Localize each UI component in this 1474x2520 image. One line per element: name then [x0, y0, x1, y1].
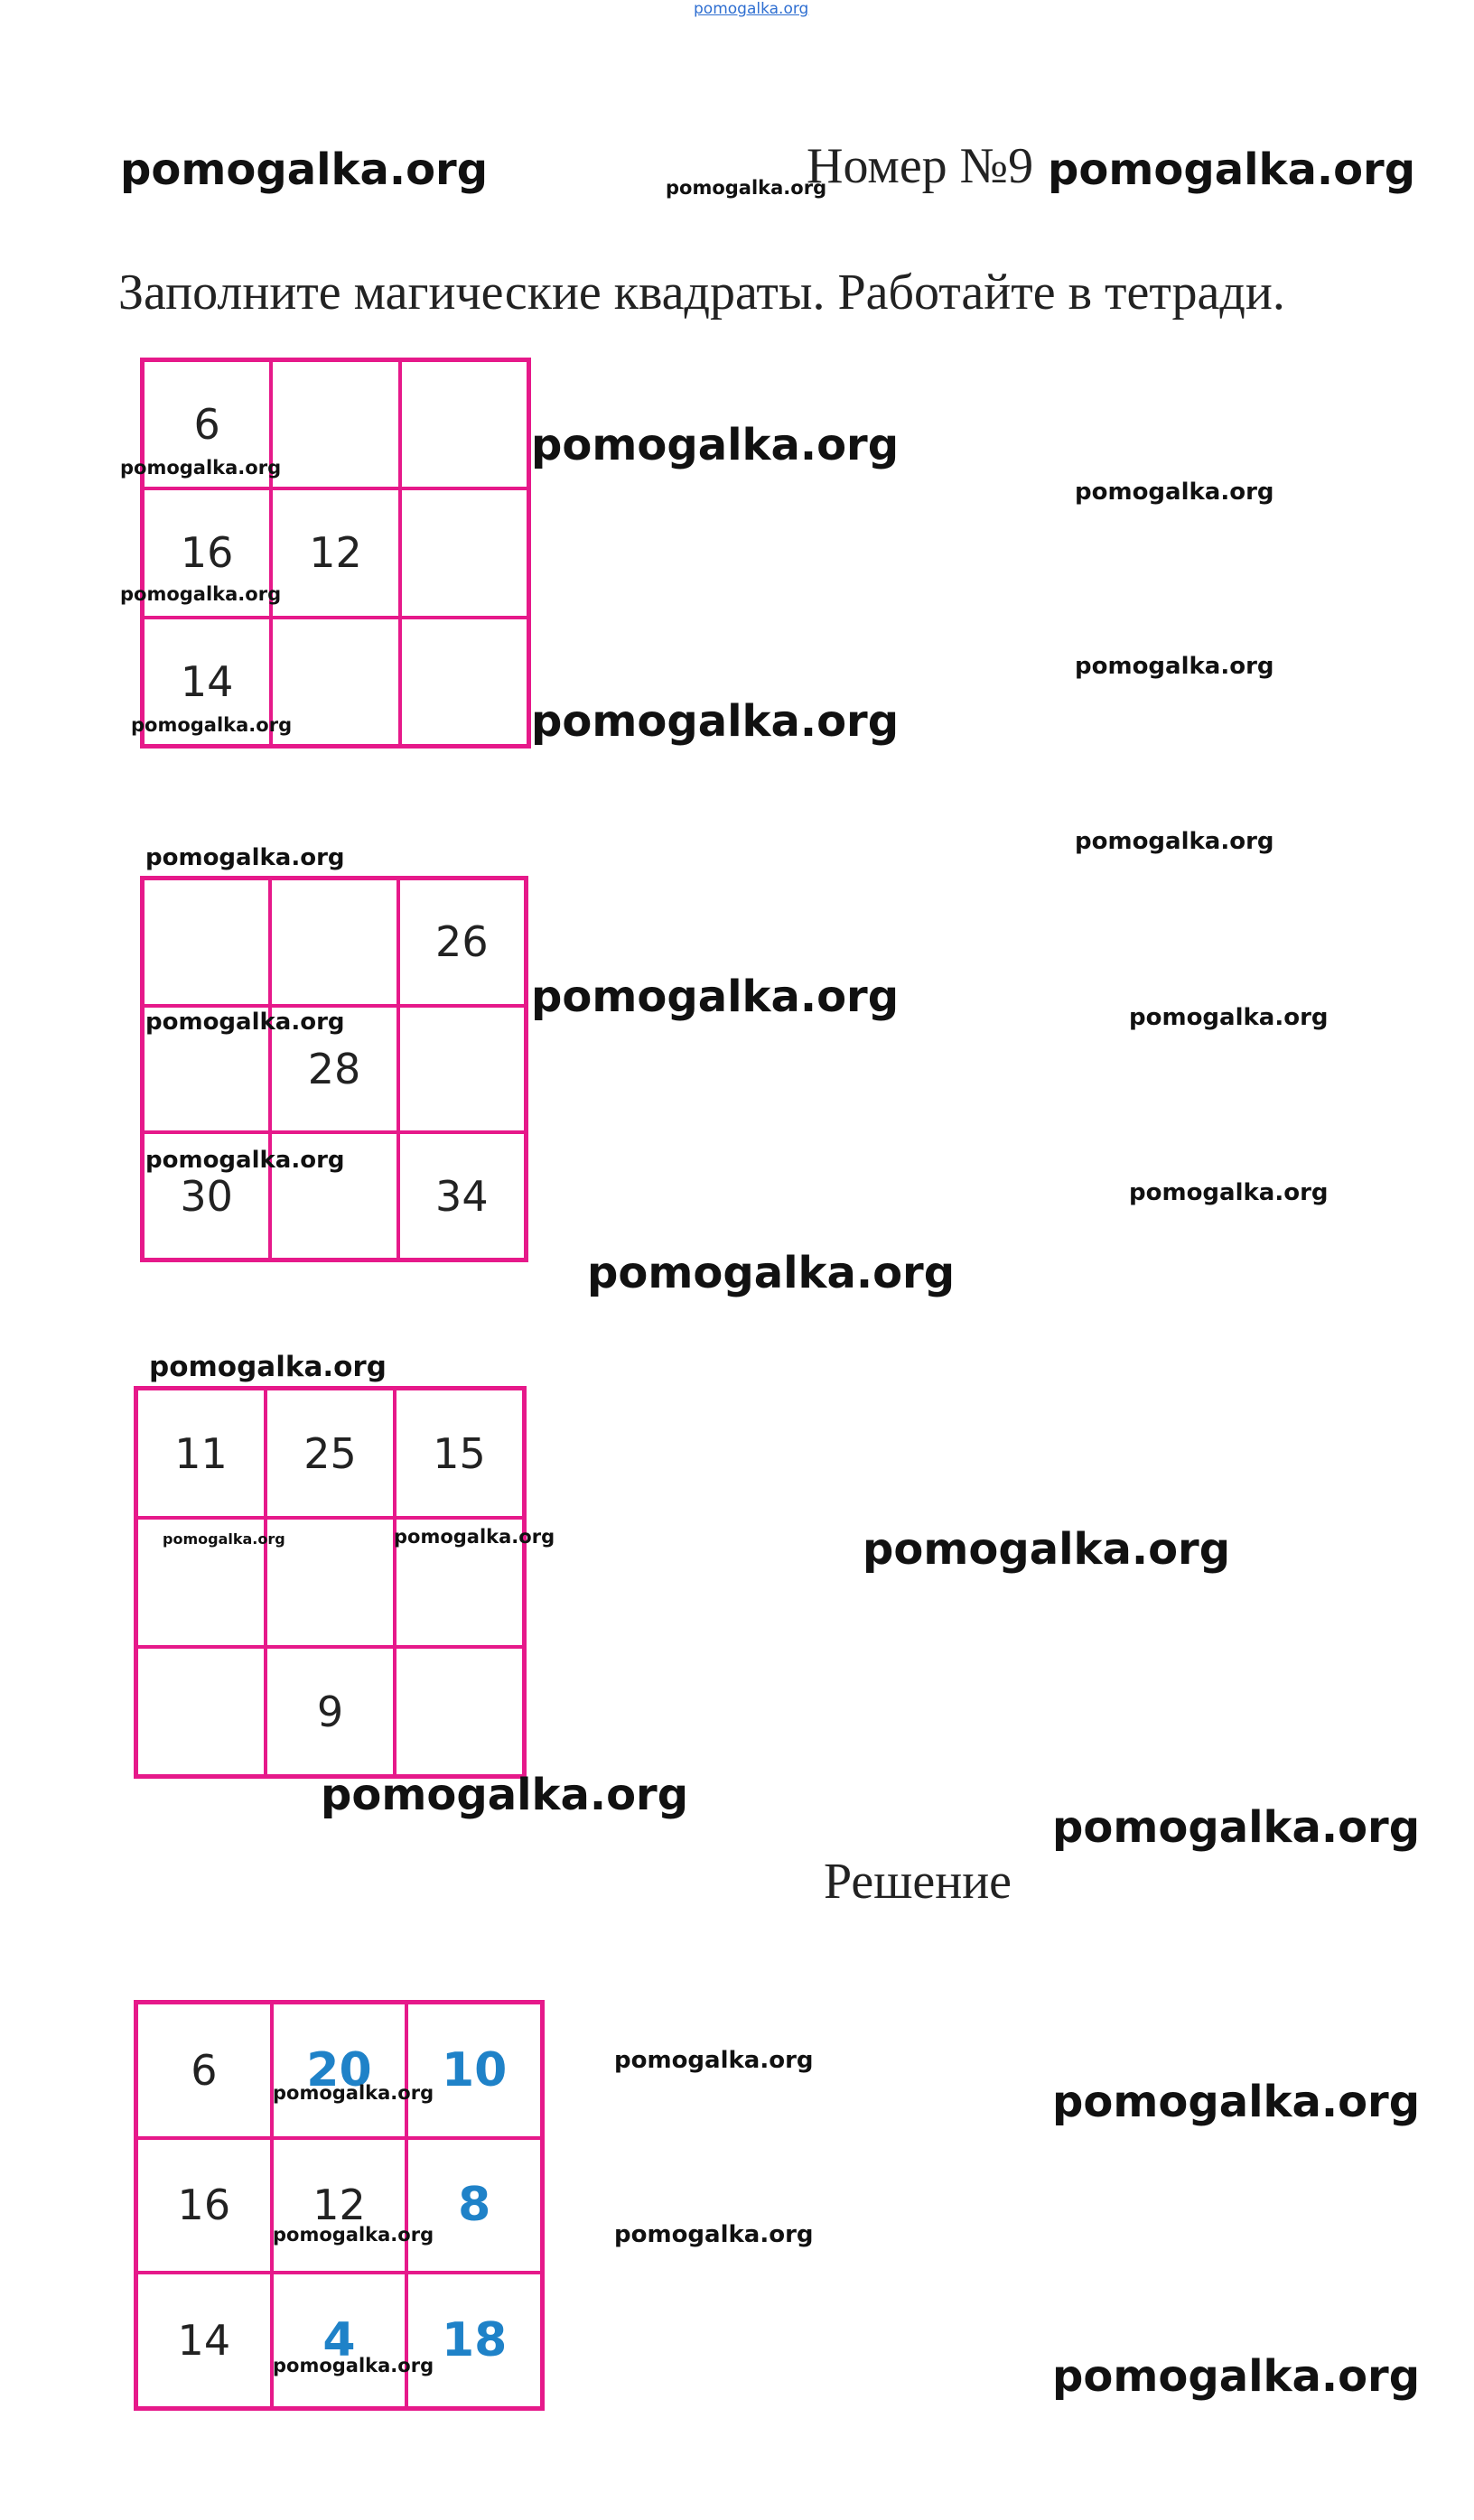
top-watermark-link[interactable]: pomogalka.org	[694, 0, 809, 18]
square3-watermark-b: pomogalka.org	[394, 1526, 555, 1548]
square-cell[interactable]	[400, 488, 528, 617]
square2-watermark-b: pomogalka.org	[145, 1147, 345, 1174]
square-cell[interactable]: 15	[395, 1389, 524, 1518]
solution-square	[134, 2000, 545, 2411]
solution-watermark-c: pomogalka.org	[273, 2355, 434, 2376]
square-cell[interactable]	[143, 879, 270, 1006]
square-cell[interactable]	[400, 618, 528, 746]
header-watermark-left: pomogalka.org	[120, 144, 489, 195]
solution-heading: Решение	[824, 1854, 1012, 1910]
solution-watermark-b: pomogalka.org	[273, 2224, 434, 2246]
page-title: Номер №9	[807, 138, 1034, 194]
square2-watermark-a: pomogalka.org	[145, 1009, 345, 1036]
square2-side-watermark-a: pomogalka.org	[1075, 828, 1274, 855]
square-cell[interactable]: 9	[266, 1647, 395, 1776]
header-watermark-right: pomogalka.org	[1048, 144, 1416, 195]
square1-side-watermark-c: pomogalka.org	[1075, 653, 1274, 680]
square2-side-watermark-d: pomogalka.org	[1129, 1179, 1329, 1206]
square-cell[interactable]	[398, 1006, 526, 1133]
solution-cell: 6	[136, 2003, 272, 2138]
square-cell[interactable]	[400, 360, 528, 488]
solution-watermark-a: pomogalka.org	[273, 2082, 434, 2104]
solution-cell: 10	[406, 2003, 542, 2138]
square1-watermark-a: pomogalka.org	[120, 457, 282, 479]
solution-cell: 4	[272, 2273, 407, 2408]
square-cell[interactable]: 16	[143, 488, 271, 617]
square1-watermark-c: pomogalka.org	[131, 714, 293, 736]
solution-side-watermark-c: pomogalka.org	[1052, 2077, 1421, 2127]
square3-side-watermark: pomogalka.org	[863, 1524, 1231, 1575]
solution-cell: 18	[406, 2273, 542, 2408]
solution-side-watermark-b: pomogalka.org	[614, 2047, 814, 2074]
square-cell[interactable]: 6	[143, 360, 271, 488]
square-cell[interactable]	[395, 1647, 524, 1776]
square-cell[interactable]: 30	[143, 1132, 270, 1260]
square-cell[interactable]: 28	[270, 1006, 397, 1133]
square-cell[interactable]: 25	[266, 1389, 395, 1518]
solution-cell: 12	[272, 2138, 407, 2274]
square1-watermark-b: pomogalka.org	[120, 583, 282, 605]
magic-square-2	[140, 876, 528, 1262]
square-cell[interactable]	[136, 1647, 266, 1776]
square2-bottom-watermark: pomogalka.org	[587, 1248, 956, 1298]
square-cell[interactable]	[270, 879, 397, 1006]
solution-cell: 16	[136, 2138, 272, 2274]
magic-square-3	[134, 1386, 527, 1779]
solution-cell: 20	[272, 2003, 407, 2138]
header-watermark-small: pomogalka.org	[666, 177, 827, 199]
square2-watermark-top: pomogalka.org	[145, 844, 345, 871]
square3-bottom-watermark: pomogalka.org	[321, 1770, 689, 1820]
square-cell[interactable]: 11	[136, 1389, 266, 1518]
solution-cell: 8	[406, 2138, 542, 2274]
square1-side-watermark-a: pomogalka.org	[531, 420, 900, 470]
square1-side-watermark-d: pomogalka.org	[531, 696, 900, 747]
solution-side-watermark-e: pomogalka.org	[1052, 2351, 1421, 2402]
square-cell[interactable]: 14	[143, 618, 271, 746]
square3-watermark-a: pomogalka.org	[163, 1530, 285, 1548]
square-cell[interactable]: 34	[398, 1132, 526, 1260]
magic-square-1	[140, 358, 531, 749]
solution-side-watermark-d: pomogalka.org	[614, 2221, 814, 2248]
solution-side-watermark-a: pomogalka.org	[1052, 1802, 1421, 1853]
square-cell[interactable]: 26	[398, 879, 526, 1006]
square2-side-watermark-c: pomogalka.org	[1129, 1004, 1329, 1031]
task-instruction: Заполните магические квадраты. Работайте в тетради.	[118, 265, 1285, 321]
square1-side-watermark-b: pomogalka.org	[1075, 479, 1274, 506]
square-cell[interactable]: 12	[271, 488, 399, 617]
solution-cell: 14	[136, 2273, 272, 2408]
square-cell[interactable]	[271, 360, 399, 488]
square2-side-watermark-b: pomogalka.org	[531, 972, 900, 1022]
square3-watermark-top: pomogalka.org	[149, 1351, 387, 1383]
